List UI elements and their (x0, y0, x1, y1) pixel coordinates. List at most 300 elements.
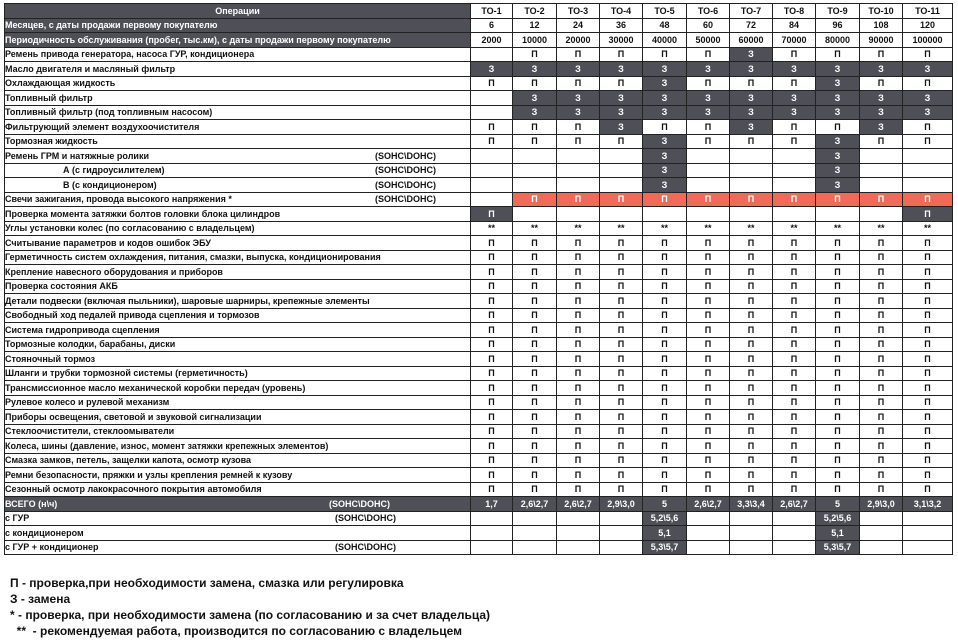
operation-cell (903, 149, 953, 164)
operation-cell: З (903, 105, 953, 120)
operation-cell: П (600, 410, 643, 425)
operation-cell: П (600, 308, 643, 323)
operation-cell: П (903, 482, 953, 497)
operation-cell: З (816, 149, 860, 164)
total-label-text: с ГУР + кондиционер (5, 542, 99, 553)
operation-cell: З (643, 134, 687, 149)
total-cell (860, 511, 903, 526)
operation-row (5, 424, 953, 439)
operation-cell: П (471, 410, 513, 425)
operation-name (5, 352, 471, 367)
operation-label: Тормозные колодки, барабаны, диски (5, 339, 176, 350)
operation-cell: П (600, 265, 643, 280)
operation-cell (557, 163, 600, 178)
operation-cell: П (557, 410, 600, 425)
operation-cell: П (557, 308, 600, 323)
operation-cell: ** (816, 221, 860, 236)
header-km-label: Периодичность обслуживания (пробег, тыс.км), с даты продажи первому покупателю (5, 33, 471, 48)
total-cell: 5,2\5,6 (816, 511, 860, 526)
operation-cell: З (557, 105, 600, 120)
total-cell (773, 511, 816, 526)
operation-cell (471, 163, 513, 178)
header-km-value: 10000 (513, 33, 557, 48)
operation-name (5, 468, 471, 483)
operation-cell: П (513, 76, 557, 91)
operation-cell: П (513, 381, 557, 396)
header-km-value: 30000 (600, 33, 643, 48)
operation-name (5, 453, 471, 468)
total-label (5, 540, 471, 555)
operation-cell: П (773, 192, 816, 207)
operation-cell: П (903, 424, 953, 439)
operation-cell: З (816, 76, 860, 91)
operation-cell: З (643, 178, 687, 193)
operation-cell: П (773, 120, 816, 135)
operation-cell: П (643, 265, 687, 280)
operation-cell: З (687, 105, 730, 120)
operation-cell: П (816, 381, 860, 396)
total-cell (600, 540, 643, 555)
operation-cell: З (687, 91, 730, 106)
operation-cell: П (730, 236, 773, 251)
operation-cell (773, 178, 816, 193)
operation-label: Система гидропривода сцепления (5, 324, 160, 335)
operation-cell: П (471, 468, 513, 483)
operation-cell: П (513, 395, 557, 410)
operation-cell: П (903, 395, 953, 410)
operation-cell: П (643, 279, 687, 294)
operation-label: Проверка состояния АКБ (5, 281, 118, 292)
operation-cell: П (643, 192, 687, 207)
total-cell: 2,9\3,0 (860, 497, 903, 512)
operation-cell: З (816, 134, 860, 149)
operation-cell: П (600, 323, 643, 338)
operation-cell: ** (471, 221, 513, 236)
operation-row (5, 482, 953, 497)
operation-cell (860, 149, 903, 164)
header-months-value: 12 (513, 18, 557, 33)
operation-cell: П (730, 265, 773, 280)
operation-cell: П (773, 279, 816, 294)
operation-cell: З (513, 62, 557, 77)
operation-name (5, 62, 471, 77)
operation-cell: П (773, 439, 816, 454)
engine-variant-tag: (SOHC\DOHC) (335, 542, 396, 553)
operation-cell: П (557, 395, 600, 410)
total-cell (471, 526, 513, 541)
legend-replace: З - замена (10, 592, 71, 606)
operation-cell: П (773, 294, 816, 309)
operation-cell (513, 178, 557, 193)
operation-cell: П (730, 192, 773, 207)
operation-row (5, 120, 953, 135)
operation-cell: З (513, 91, 557, 106)
operation-cell: П (643, 250, 687, 265)
operation-cell: П (816, 424, 860, 439)
operation-cell: П (730, 395, 773, 410)
operation-cell: П (687, 468, 730, 483)
operation-cell: ** (903, 221, 953, 236)
operation-cell: П (773, 424, 816, 439)
operation-cell (687, 163, 730, 178)
operation-cell: П (600, 279, 643, 294)
operation-cell (816, 207, 860, 222)
operation-cell: П (903, 279, 953, 294)
operation-cell: П (816, 453, 860, 468)
operation-cell: П (513, 439, 557, 454)
header-to-label: ТО-8 (773, 4, 816, 19)
operation-cell: П (600, 395, 643, 410)
operation-cell: П (903, 76, 953, 91)
operation-cell: П (687, 250, 730, 265)
operation-cell: П (643, 468, 687, 483)
header-months-value: 96 (816, 18, 860, 33)
operation-cell (730, 207, 773, 222)
operation-cell (903, 178, 953, 193)
operation-cell: З (860, 105, 903, 120)
operation-label: Колеса, шины (давление, износ, момент затяжки крепежных элементов) (5, 440, 329, 451)
total-label-text: ВСЕГО (н\ч) (5, 498, 58, 509)
operation-cell: П (513, 410, 557, 425)
operation-cell: П (513, 250, 557, 265)
operation-cell (513, 149, 557, 164)
operation-cell: П (513, 352, 557, 367)
operation-row (5, 352, 953, 367)
operation-cell: П (730, 439, 773, 454)
total-cell (773, 540, 816, 555)
operation-cell: П (773, 410, 816, 425)
operation-row (5, 221, 953, 236)
operation-name (5, 308, 471, 323)
operation-cell: П (687, 76, 730, 91)
operation-row (5, 149, 953, 164)
operation-label: Топливный фильтр (5, 92, 93, 103)
operation-cell: П (773, 381, 816, 396)
operation-cell: З (816, 62, 860, 77)
header-km-value: 100000 (903, 33, 953, 48)
operation-label: Стояночный тормоз (5, 353, 96, 364)
operation-row (5, 207, 953, 222)
operation-cell: П (903, 308, 953, 323)
header-km-value: 90000 (860, 33, 903, 48)
operation-cell: П (816, 192, 860, 207)
operation-cell: П (513, 265, 557, 280)
operation-cell: П (643, 453, 687, 468)
operation-cell: П (513, 134, 557, 149)
operation-row (5, 192, 953, 207)
header-km-value: 80000 (816, 33, 860, 48)
operation-cell: П (600, 76, 643, 91)
operation-cell: П (903, 468, 953, 483)
operation-label: Считывание параметров и кодов ошибок ЭБУ (5, 237, 211, 248)
header-to-label: ТО-1 (471, 4, 513, 19)
header-months-value: 120 (903, 18, 953, 33)
operation-cell: П (773, 395, 816, 410)
operation-cell: П (643, 236, 687, 251)
operation-cell: П (773, 250, 816, 265)
total-cell (860, 526, 903, 541)
operation-cell: П (471, 352, 513, 367)
operation-cell: П (860, 453, 903, 468)
operation-cell: П (513, 453, 557, 468)
operation-cell: П (816, 294, 860, 309)
operation-cell: П (860, 47, 903, 62)
operation-cell: З (730, 91, 773, 106)
operation-cell: П (816, 337, 860, 352)
operation-cell: П (687, 453, 730, 468)
total-cell (860, 540, 903, 555)
operation-cell (600, 178, 643, 193)
header-to-label: ТО-10 (860, 4, 903, 19)
operation-cell: П (903, 381, 953, 396)
total-cell (903, 540, 953, 555)
engine-variant-tag: (SOHC\DOHC) (375, 179, 436, 190)
total-cell (557, 511, 600, 526)
header-months-value: 108 (860, 18, 903, 33)
operation-row (5, 236, 953, 251)
operation-cell (687, 207, 730, 222)
operation-cell: П (773, 453, 816, 468)
operation-cell: П (557, 439, 600, 454)
operation-name (5, 439, 471, 454)
operation-cell: П (471, 424, 513, 439)
total-cell (471, 540, 513, 555)
operation-label: В (с кондиционером) (63, 179, 157, 190)
operation-cell (773, 163, 816, 178)
operation-cell: П (513, 236, 557, 251)
header-km-value: 2000 (471, 33, 513, 48)
operation-cell: П (557, 279, 600, 294)
total-cell: 2,6\2,7 (557, 497, 600, 512)
operation-cell (600, 163, 643, 178)
total-label-text: с кондиционером (5, 527, 84, 538)
header-row-km (5, 33, 953, 48)
operation-cell: ** (687, 221, 730, 236)
operation-cell: ** (643, 221, 687, 236)
header-km-value: 40000 (643, 33, 687, 48)
operation-cell (471, 178, 513, 193)
operation-label: Фильтрующий элемент воздухоочистителя (5, 121, 200, 132)
operation-cell: П (557, 47, 600, 62)
operation-cell: П (816, 366, 860, 381)
total-cell: 5 (816, 497, 860, 512)
operation-name (5, 134, 471, 149)
operation-cell: П (903, 453, 953, 468)
operation-cell: П (816, 395, 860, 410)
operation-cell (513, 207, 557, 222)
operation-cell: З (903, 91, 953, 106)
total-label (5, 497, 471, 512)
operation-cell: П (903, 366, 953, 381)
header-km-value: 50000 (687, 33, 730, 48)
operation-cell: П (687, 279, 730, 294)
operation-row (5, 47, 953, 62)
operation-label: Ремень привода генератора, насоса ГУР, кондиционера (5, 49, 255, 60)
legend-double-star: ** - рекомендуемая работа, производится по согласованию с владельцем (10, 624, 462, 638)
operation-cell: П (513, 482, 557, 497)
operation-cell: П (860, 323, 903, 338)
operation-cell: З (600, 120, 643, 135)
operation-cell: З (471, 62, 513, 77)
operation-cell: П (903, 323, 953, 338)
operation-cell: П (600, 337, 643, 352)
operation-name (5, 76, 471, 91)
operation-row (5, 453, 953, 468)
operation-label: Шланги и трубки тормозной системы (герметичность) (5, 368, 248, 379)
operation-cell: П (643, 308, 687, 323)
operation-cell: П (860, 265, 903, 280)
total-row (5, 540, 953, 555)
operation-cell: П (730, 250, 773, 265)
operation-cell (687, 149, 730, 164)
operation-cell: П (643, 120, 687, 135)
operation-cell: П (687, 424, 730, 439)
total-row (5, 511, 953, 526)
header-months-value: 60 (687, 18, 730, 33)
total-label (5, 526, 471, 541)
operation-cell: З (860, 120, 903, 135)
operation-cell: П (471, 236, 513, 251)
operation-cell: З (643, 62, 687, 77)
operation-cell: П (471, 453, 513, 468)
operation-name (5, 482, 471, 497)
operation-cell: П (471, 366, 513, 381)
operation-cell: П (687, 323, 730, 338)
operation-cell: З (513, 105, 557, 120)
operation-cell: П (687, 134, 730, 149)
operation-cell: З (643, 105, 687, 120)
operation-cell: П (471, 439, 513, 454)
header-months-label: Месяцев, с даты продажи первому покупателю (5, 18, 471, 33)
operation-cell: П (471, 308, 513, 323)
operation-label: Охлаждающая жидкость (5, 78, 116, 89)
operation-name (5, 381, 471, 396)
total-cell (513, 540, 557, 555)
operation-cell: П (903, 120, 953, 135)
operation-label: Трансмиссионное масло механической коробки передач (уровень) (5, 382, 306, 393)
operation-label: Топливный фильтр (под топливным насосом) (5, 107, 213, 118)
operation-name (5, 221, 471, 236)
operation-cell: П (903, 47, 953, 62)
legend-check: П - проверка,при необходимости замена, смазка или регулировка (10, 576, 404, 590)
operation-cell: З (816, 163, 860, 178)
operation-cell (730, 163, 773, 178)
operation-cell: П (471, 395, 513, 410)
operation-cell (773, 149, 816, 164)
operation-cell: З (730, 120, 773, 135)
operation-cell: П (513, 294, 557, 309)
operation-cell: З (816, 178, 860, 193)
operation-name (5, 250, 471, 265)
engine-variant-tag: (SOHC\DOHC) (329, 498, 390, 509)
total-cell: 3,1\3,2 (903, 497, 953, 512)
operation-cell: П (903, 250, 953, 265)
operation-cell (471, 91, 513, 106)
operation-row (5, 294, 953, 309)
operation-cell: З (773, 91, 816, 106)
operation-cell: П (557, 453, 600, 468)
total-cell: 5,3\5,7 (816, 540, 860, 555)
operation-cell: П (730, 279, 773, 294)
legend-star: * - проверка, при необходимости замена (по согласованию и за счет владельца) (10, 608, 491, 622)
total-cell (600, 526, 643, 541)
total-cell: 3,3\3,4 (730, 497, 773, 512)
operation-cell: П (513, 47, 557, 62)
total-cell: 5,3\5,7 (643, 540, 687, 555)
total-cell (730, 511, 773, 526)
operation-name (5, 47, 471, 62)
operation-cell: П (471, 134, 513, 149)
operation-cell (557, 178, 600, 193)
operation-cell: П (773, 236, 816, 251)
header-months-value: 6 (471, 18, 513, 33)
operation-name (5, 120, 471, 135)
operation-label: Герметичность систем охлаждения, питания, смазки, выпуска, кондиционирования (5, 252, 381, 263)
header-to-label: ТО-7 (730, 4, 773, 19)
operation-cell: П (600, 192, 643, 207)
operation-cell: П (860, 381, 903, 396)
operation-cell: П (773, 482, 816, 497)
operation-cell: П (773, 47, 816, 62)
operation-cell: П (600, 468, 643, 483)
operation-cell: П (687, 192, 730, 207)
operation-cell: П (816, 323, 860, 338)
operation-cell (471, 192, 513, 207)
operation-cell: П (730, 453, 773, 468)
operation-cell: П (471, 265, 513, 280)
operation-cell: П (643, 366, 687, 381)
operation-cell: П (557, 236, 600, 251)
operation-cell: П (471, 120, 513, 135)
operation-cell: П (730, 337, 773, 352)
operation-cell: П (730, 76, 773, 91)
header-to-label: ТО-11 (903, 4, 953, 19)
operation-cell: П (773, 366, 816, 381)
header-to-label: ТО-3 (557, 4, 600, 19)
operation-cell: П (687, 308, 730, 323)
operation-cell: П (860, 192, 903, 207)
operation-name (5, 91, 471, 106)
engine-variant-tag: (SOHC\DOHC) (335, 513, 396, 524)
operation-label: Ремни безопасности, пряжки и узлы крепления ремней к кузову (5, 469, 293, 480)
operation-cell: П (643, 323, 687, 338)
total-cell (687, 511, 730, 526)
operation-cell: З (816, 91, 860, 106)
total-cell: 5,2\5,6 (643, 511, 687, 526)
total-cell (773, 526, 816, 541)
operation-cell: П (860, 308, 903, 323)
operation-cell (687, 178, 730, 193)
operation-cell: П (687, 47, 730, 62)
operation-cell: З (643, 163, 687, 178)
operation-name (5, 366, 471, 381)
operation-cell: П (903, 134, 953, 149)
total-cell (903, 526, 953, 541)
operation-cell: П (513, 192, 557, 207)
operation-cell: П (730, 381, 773, 396)
operation-cell: П (687, 366, 730, 381)
operation-cell: П (557, 381, 600, 396)
operation-cell: П (860, 337, 903, 352)
operation-cell: П (773, 134, 816, 149)
operation-cell: П (687, 395, 730, 410)
operation-row (5, 308, 953, 323)
operation-cell: П (860, 236, 903, 251)
operation-cell: З (687, 62, 730, 77)
operation-cell: П (816, 236, 860, 251)
operation-cell: П (816, 468, 860, 483)
operation-cell: П (557, 192, 600, 207)
